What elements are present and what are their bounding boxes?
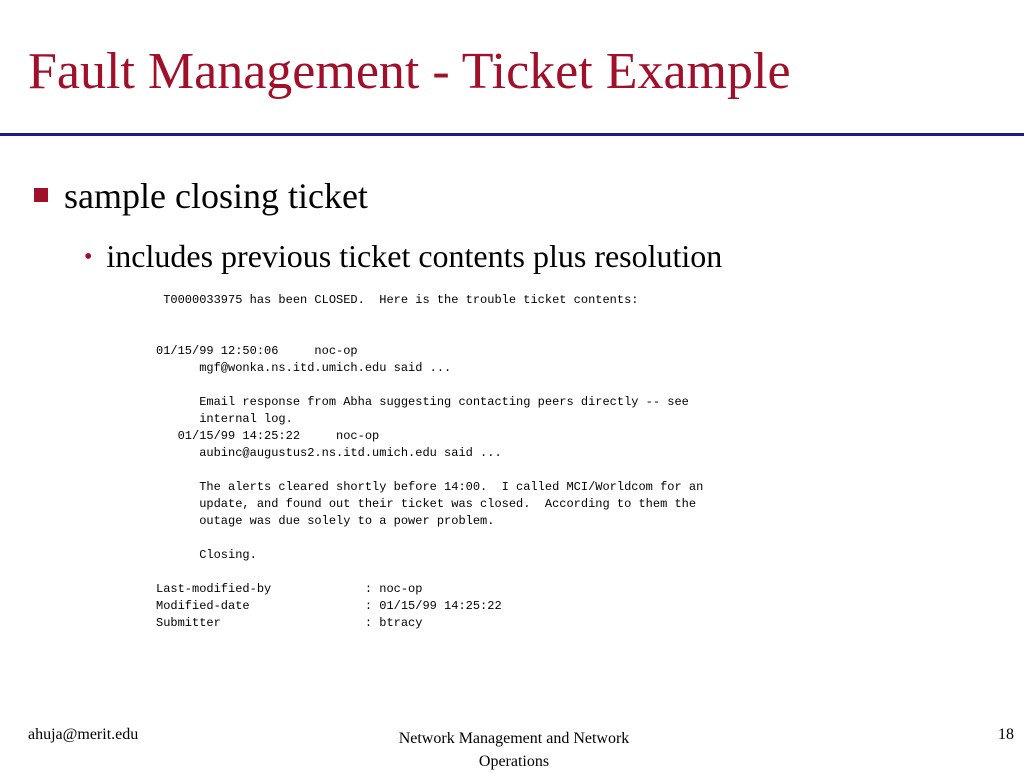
ticket-line: 01/15/99 12:50:06 noc-op [156, 344, 358, 358]
ticket-line: outage was due solely to a power problem. [156, 514, 495, 528]
ticket-line: aubinc@augustus2.ns.itd.umich.edu said ... [156, 446, 502, 460]
ticket-line: The alerts cleared shortly before 14:00. I called MCI/Worldcom for an [156, 480, 704, 494]
title-divider [0, 133, 1024, 136]
ticket-line: Closing. [156, 548, 257, 562]
footer-course-line: Network Management and Network [398, 730, 630, 747]
square-bullet-icon [34, 188, 48, 202]
ticket-line [156, 530, 703, 547]
ticket-line [156, 377, 703, 394]
ticket-line [156, 564, 703, 581]
slide-title: Fault Management - Ticket Example [28, 43, 791, 100]
footer-author: ahuja@merit.edu [28, 726, 139, 743]
ticket-line: 01/15/99 14:25:22 noc-op [156, 429, 380, 443]
ticket-line: T0000033975 has been CLOSED. Here is the trouble ticket contents: [156, 293, 639, 307]
ticket-line: Submitter : btracy [156, 616, 423, 630]
ticket-line [156, 462, 703, 479]
sub-bullet-item [84, 240, 722, 272]
ticket-line [156, 309, 703, 326]
ticket-contents [156, 292, 703, 632]
sub-bullet-text: includes previous ticket contents plus resolution [106, 238, 723, 274]
bullet-item [34, 178, 368, 214]
ticket-line: Email response from Abha suggesting contacting peers directly -- see [156, 395, 689, 409]
bullet-text: sample closing ticket [64, 176, 368, 216]
footer-course-title [364, 727, 664, 773]
ticket-line: update, and found out their ticket was closed. According to them the [156, 497, 697, 511]
ticket-line: Modified-date : 01/15/99 14:25:22 [156, 599, 502, 613]
dot-bullet-icon: • [84, 244, 93, 270]
footer-course-line: Operations [478, 753, 550, 770]
ticket-line: mgf@wonka.ns.itd.umich.edu said ... [156, 361, 452, 375]
ticket-line: Last-modified-by : noc-op [156, 582, 423, 596]
page-number: 18 [998, 726, 1014, 743]
ticket-line [156, 326, 703, 343]
ticket-line: internal log. [156, 412, 293, 426]
